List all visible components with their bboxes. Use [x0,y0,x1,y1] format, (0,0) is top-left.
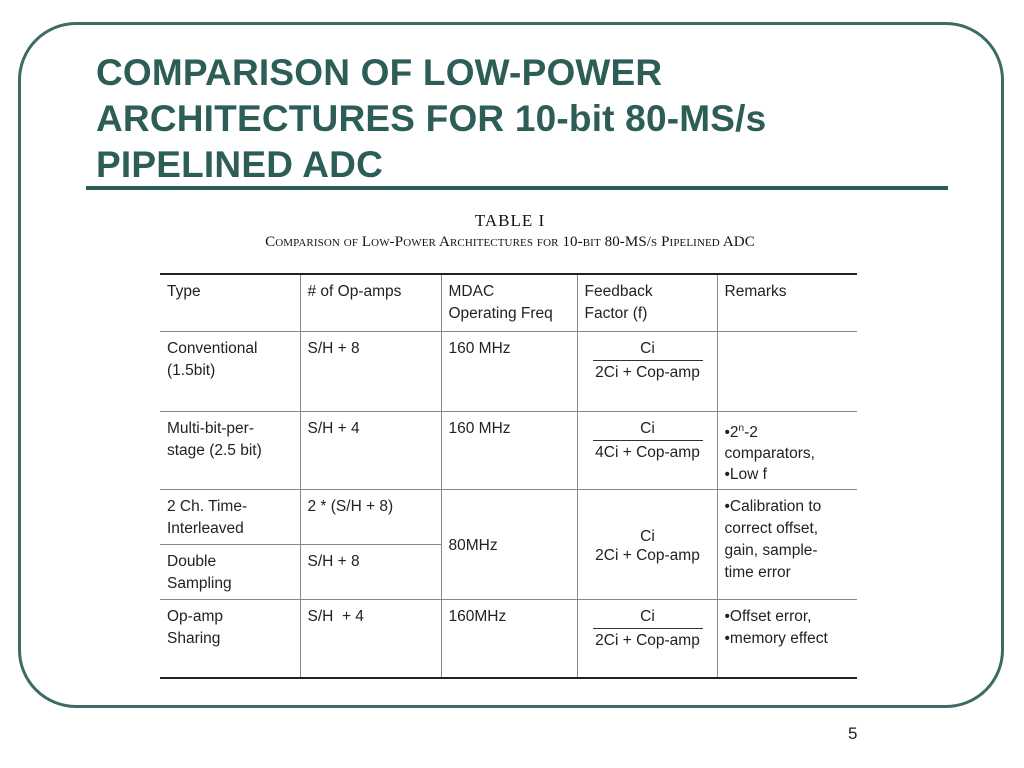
slide-title [96,50,946,188]
remark-line: time error [724,564,791,582]
cell-type [160,490,300,545]
fraction-numerator: Ci [640,608,655,626]
table-number: TABLE I [474,211,546,230]
fraction-denominator: 2Ci + Cop-amp [595,364,700,381]
table-header-row [160,274,857,332]
type-line-2: Sharing [167,630,221,648]
table-row [160,332,857,412]
fraction-bar [593,440,703,441]
cell-freq: 160 MHz [441,332,577,412]
cell-freq: 160 MHz [441,412,577,490]
fraction-numerator: Ci [640,527,655,545]
type-line-1: 2 Ch. Time- [167,498,248,516]
header-freq-line-2: Operating Freq [448,305,553,322]
cell-feedback-merged [577,490,717,600]
comparison-table [160,273,857,679]
header-freq-line-1: MDAC [448,283,495,300]
cell-feedback [577,412,717,490]
header-type: Type [160,274,300,332]
cell-type [160,332,300,412]
title-underline [86,186,948,190]
feedback-fraction [585,526,711,566]
type-line-2: Sampling [167,575,232,593]
cell-opamps: S/H + 4 [300,600,441,678]
title-line-2: ARCHITECTURES FOR 10-bit 80-MS/s [96,98,767,139]
fraction-denominator: 2Ci + Cop-amp [595,632,700,650]
feedback-fraction [585,418,711,463]
header-freq [441,274,577,332]
exponent-n: n [738,423,745,434]
cell-type [160,545,300,600]
header-remarks: Remarks [717,274,857,332]
cell-opamps: 2 * (S/H + 8) [300,490,441,545]
cell-opamps: S/H + 4 [300,412,441,490]
table-caption: Comparison of Low-Power Architectures for 10-bit 80-MS/s Pipelined ADC [265,234,755,250]
fraction-numerator: Ci [640,340,655,357]
header-feedback [577,274,717,332]
feedback-fraction [585,338,711,383]
type-line-1: Multi-bit-per- [167,420,254,437]
remark-line: •Low f [724,466,767,484]
remark-line: •Offset error, [724,608,812,626]
cell-type [160,412,300,490]
remark-line: gain, sample- [724,542,818,560]
type-line-1: Op-amp [167,608,223,626]
fraction-numerator: Ci [640,420,655,437]
table-row [160,490,857,545]
cell-remarks-merged [717,490,857,600]
fraction-bar [593,360,703,361]
table-row [160,412,857,490]
cell-freq-merged: 80MHz [441,490,577,600]
header-feedback-line-2: Factor (f) [584,305,648,322]
type-line-1: Double [167,553,217,571]
cell-freq: 160MHz [441,600,577,678]
cell-opamps: S/H + 8 [300,545,441,600]
page-number: 5 [848,724,858,743]
title-line-1: COMPARISON OF LOW-POWER [96,52,663,93]
remark-line: •memory effect [724,630,828,648]
fraction-denominator: 4Ci + Cop-amp [595,444,700,461]
remark-line: •2$^n$-2 [724,423,758,442]
feedback-fraction [585,606,711,651]
type-line-2: Interleaved [167,520,244,538]
cell-remarks [717,600,857,678]
cell-feedback [577,600,717,678]
cell-feedback [577,332,717,412]
cell-remarks [717,412,857,490]
remark-line: correct offset, [724,520,819,538]
header-feedback-line-1: Feedback [584,283,653,300]
fraction-bar [593,628,703,629]
remark-line: comparators, [724,445,815,463]
header-opamps: # of Op-amps [300,274,441,332]
type-line-2: (1.5bit) [167,362,216,379]
table-row [160,600,857,678]
cell-type [160,600,300,678]
type-line-2: stage (2.5 bit) [167,442,262,459]
remark-line: •Calibration to [724,498,822,516]
cell-opamps: S/H + 8 [300,332,441,412]
fraction-denominator: 2Ci + Cop-amp [595,546,700,564]
cell-remarks [717,332,857,412]
type-line-1: Conventional [167,340,258,357]
title-line-3: PIPELINED ADC [96,144,383,185]
